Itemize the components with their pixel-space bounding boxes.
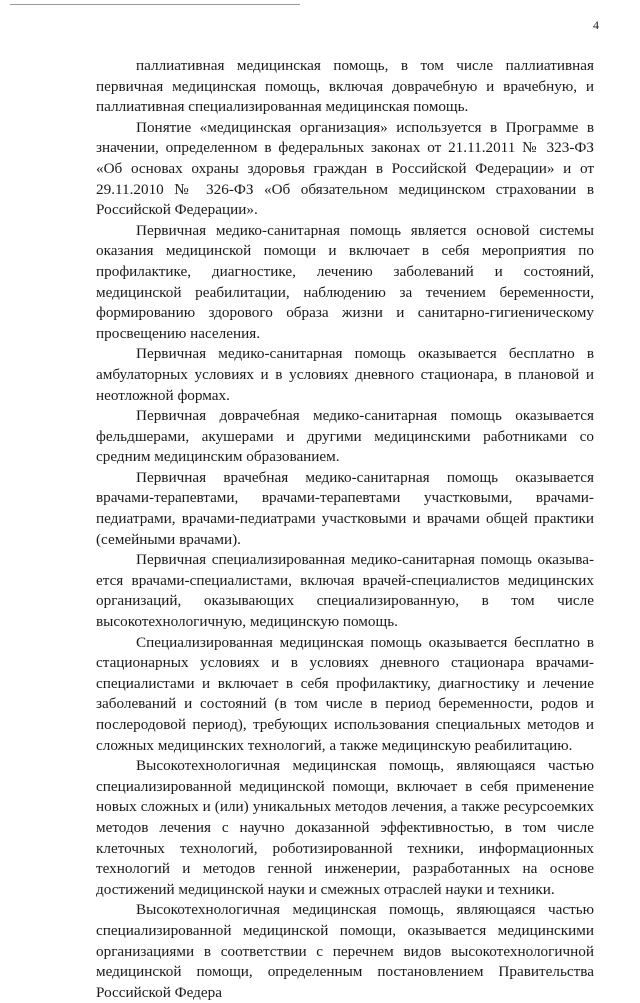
paragraph: Высокотехнологичная медицинская помощь, являющаяся частью специализированной медицинской помощи, оказывается медицинскими организациями в соответствии с перечнем видов высокотехнологичной медицинской помощи, определенным постановлением Правительства Российской Федера [96,901,594,1001]
top-rule [10,4,300,5]
page-number: 4 [593,18,599,32]
paragraph: Специализированная медицинская помощь оказывается бесплатно в стационарных условиях и в условиях дневного стационара врачами-специалистами и включает в себя профилактику, диагностику и лечение заболеваний и состояний (в том числе в период беременности, родов и послеродовой период), требующих использования специальных методов и сложных медицинских технологий, а также медицинскую реабилитацию. [96,633,594,754]
paragraph: паллиативная медицинская помощь, в том числе паллиативная первичная медицинская помощь, включая доврачебную и врачебную, и паллиативная специализированная медицинская помощь. [96,57,594,116]
document-body [96,56,594,1003]
paragraph: Первичная медико-санитарная помощь является основой системы оказания медицинской помощи и включает в себя мероприятия по профилактике, диагностике, лечению заболеваний и состояний, медицинской реабилитации, наблюдению за течением беременности, формированию здорового образа жизни и санитарно-гигиеническому просвещению населения. [96,221,594,342]
paragraph: Первичная специализированная медико-санитарная помощь оказывается врачами-специалистами, включая врачей-специалистов медицинских организаций, оказывающих специализированную, в том числе высокотехнологичную, медицинскую помощь. [96,551,594,631]
paragraph: Первичная доврачебная медико-санитарная помощь оказывается фельдшерами, акушерами и другими медицинскими работниками со средним медицинским образованием. [96,407,594,466]
paragraph: Первичная медико-санитарная помощь оказывается бесплатно в амбулаторных условиях и в условиях дневного стационара, в плановой и неотложной формах. [96,345,594,404]
paragraph: Высокотехнологичная медицинская помощь, являющаяся частью специализированной медицинской помощи, включает в себя применение новых сложных и (или) уникальных методов лечения, а также ресурсоемких методов лечения с научно доказанной эффективностью, в том числе клеточных технологий, роботизированной техники, информационных технологий и методов генной инженерии, разработанных на основе достижений медицинской науки и смежных отраслей науки и техники. [96,757,594,898]
paragraph: Понятие «медицинская организация» используется в Программе в значении, определенном в федеральных законах от 21.11.2011 № 323-ФЗ «Об основах охраны здоровья граждан в Российской Федерации» и от 29.11.2010 № 326-ФЗ «Об обязательном медицинском страховании в Российской Федерации». [96,118,594,219]
paragraph: Первичная врачебная медико-санитарная помощь оказывается врачами-терапевтами, врачами-терапевтами участковыми, врачами-педиатрами, врачами-педиатрами участковыми и врачами общей практики (семейными врачами). [96,468,594,548]
